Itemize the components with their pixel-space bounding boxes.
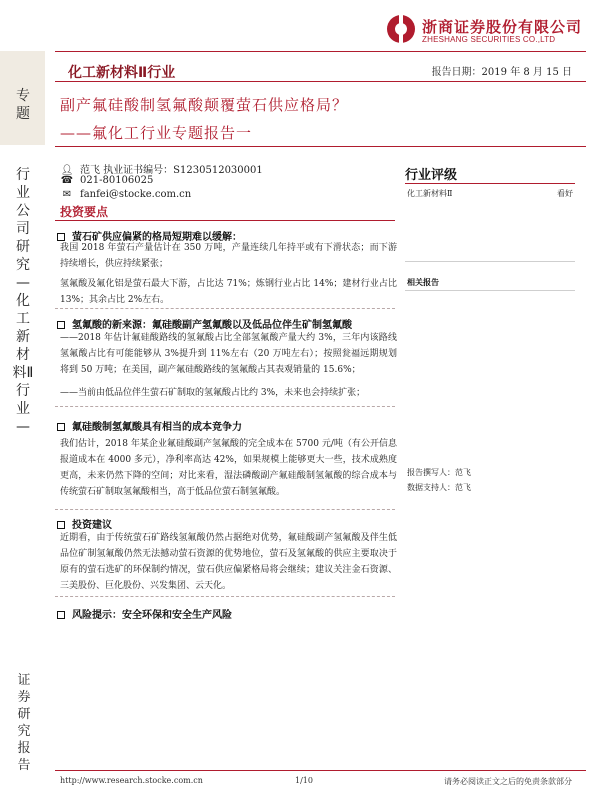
invest-rule	[55, 220, 395, 221]
phone-icon: ☎	[60, 175, 74, 186]
company-name-en: ZHESHANG SECURITIES CO.,LTD	[422, 35, 556, 44]
section-divider	[55, 406, 395, 407]
header-rule	[55, 51, 586, 52]
category-label: 行业公司研究—化工新材料Ⅱ行业—	[12, 167, 34, 435]
sector-title: 化工新材料Ⅱ行业	[68, 65, 176, 81]
sector-rule	[55, 81, 586, 82]
analyst-name: 范飞 执业证书编号：S1230512030001	[80, 165, 263, 176]
title-rule	[55, 146, 586, 147]
writer-name: 范飞	[455, 468, 471, 477]
section-paragraph: ——2018 年估计氟硅酸路线的氢氟酸占比全部氢氟酸产量大约 3%，三年内该路线氢氟酸占比有可能能够从 3%提升到 11%左右（20 万吨左右）；按照瓮福远期规划将到 50 万吨；在美国，副产氟硅酸路线的氢氟酸占其表观销量的 15.6%；	[60, 333, 397, 375]
data-support-row	[407, 482, 471, 493]
analyst-phone-row	[60, 175, 153, 186]
rating-box	[405, 204, 575, 262]
section-paragraph: ——当前由低品位伴生萤石矿制取的氢氟酸占比约 3%，未来也会持续扩张；	[60, 388, 366, 398]
writer-label: 报告撰写人：	[407, 468, 455, 477]
checkbox-bullet-icon	[57, 521, 65, 529]
section-divider	[55, 596, 395, 597]
company-logo-icon	[386, 14, 416, 44]
data-support-label: 数据支持人：	[407, 483, 455, 492]
section-heading: 氟硅酸制氢氟酸具有相当的成本竞争力	[57, 418, 242, 433]
company-logo	[386, 14, 586, 48]
section-paragraph: 近期看，由于传统萤石矿路线氢氟酸仍然占据绝对优势，氟硅酸副产氢氟酸及伴生低品位矿制氢氟酸仍然无法撼动萤石资源的优势地位，萤石及氢氟酸的供应主要取决于原有的萤石选矿的环保制约情况，萤石供应偏紧格局将会继续；建议关注金石资源、三美股份、巨化股份、兴发集团、云天化。	[60, 533, 397, 591]
footer-disclaimer: 请务必阅读正文之后的免责条款部分	[444, 777, 572, 786]
section-paragraph: 我国 2018 年萤石产量估计在 350 万吨，产量连续几年持平或有下滑状态；而下游持续增长，供应持续紧张；	[60, 243, 397, 269]
section-paragraph: 我们估计，2018 年某企业氟硅酸副产氢氟酸的完全成本在 5700 元/吨（有公开信息报道成本在 4000 多元），净利率高达 42%，如果规模上能够更大一些，技术成熟度更高，未来仍然下降的空间；对比来看，湿法磷酸副产氟硅酸制氢氟酸的综合成本与传统萤石矿制取氢氟酸相当，高于低品位萤石制氢氟酸。	[60, 439, 397, 497]
analyst-phone: 021-80106025	[80, 175, 154, 186]
related-rule	[405, 290, 575, 291]
topic-sidebar	[0, 51, 45, 145]
page-number: 1/10	[295, 776, 313, 785]
topic-label: 专题	[16, 88, 30, 122]
rating-value: 看好	[557, 189, 573, 198]
data-support-name: 范飞	[455, 483, 471, 492]
section-heading: 萤石矿供应偏紧的格局短期难以缓解：	[57, 228, 242, 243]
analyst-email-row[interactable]	[60, 189, 191, 200]
report-title: 副产氟硅酸制氢氟酸颠覆萤石供应格局？	[60, 96, 349, 114]
analyst-name-row	[60, 161, 263, 176]
related-reports-title: 相关报告	[407, 278, 439, 287]
email-icon: ✉	[62, 189, 72, 200]
footer-url-link[interactable]: http://www.research.stocke.com.cn	[60, 776, 203, 785]
checkbox-bullet-icon	[57, 423, 65, 431]
company-name-cn: 浙商证券股份有限公司	[422, 18, 583, 36]
section-heading: 氢氟酸的新来源：氟硅酸副产氢氟酸以及低品位伴生矿制氢氟酸	[57, 316, 352, 331]
rating-sector: 化工新材料Ⅱ	[407, 189, 453, 198]
risk-heading: 风险提示：安全环保和安全生产风险	[57, 606, 232, 621]
section-heading: 投资建议	[57, 516, 112, 531]
checkbox-bullet-icon	[57, 321, 65, 329]
footer-rule	[55, 770, 586, 771]
rating-title: 行业评级	[405, 168, 458, 183]
invest-heading: 投资要点	[60, 205, 109, 219]
rating-rule	[405, 183, 575, 184]
analyst-email[interactable]: fanfei@stocke.com.cn	[80, 189, 192, 200]
section-divider	[55, 509, 395, 510]
report-writer-row	[407, 467, 471, 478]
section-divider	[55, 308, 395, 309]
section-paragraph: 氢氟酸及氟化铝是萤石最大下游，占比达 71%；炼钢行业占比 14%；建材行业占比 13%；其余占比 2%左右。	[60, 279, 397, 305]
person-icon: 👤︎	[60, 165, 74, 176]
report-subtitle: ——氟化工行业专题报告一	[60, 124, 253, 142]
report-date: 报告日期：2019 年 8 月 15 日	[431, 67, 572, 78]
footer-label: 证券研究报告	[17, 673, 31, 773]
checkbox-bullet-icon	[57, 611, 65, 619]
rating-row	[407, 188, 573, 199]
